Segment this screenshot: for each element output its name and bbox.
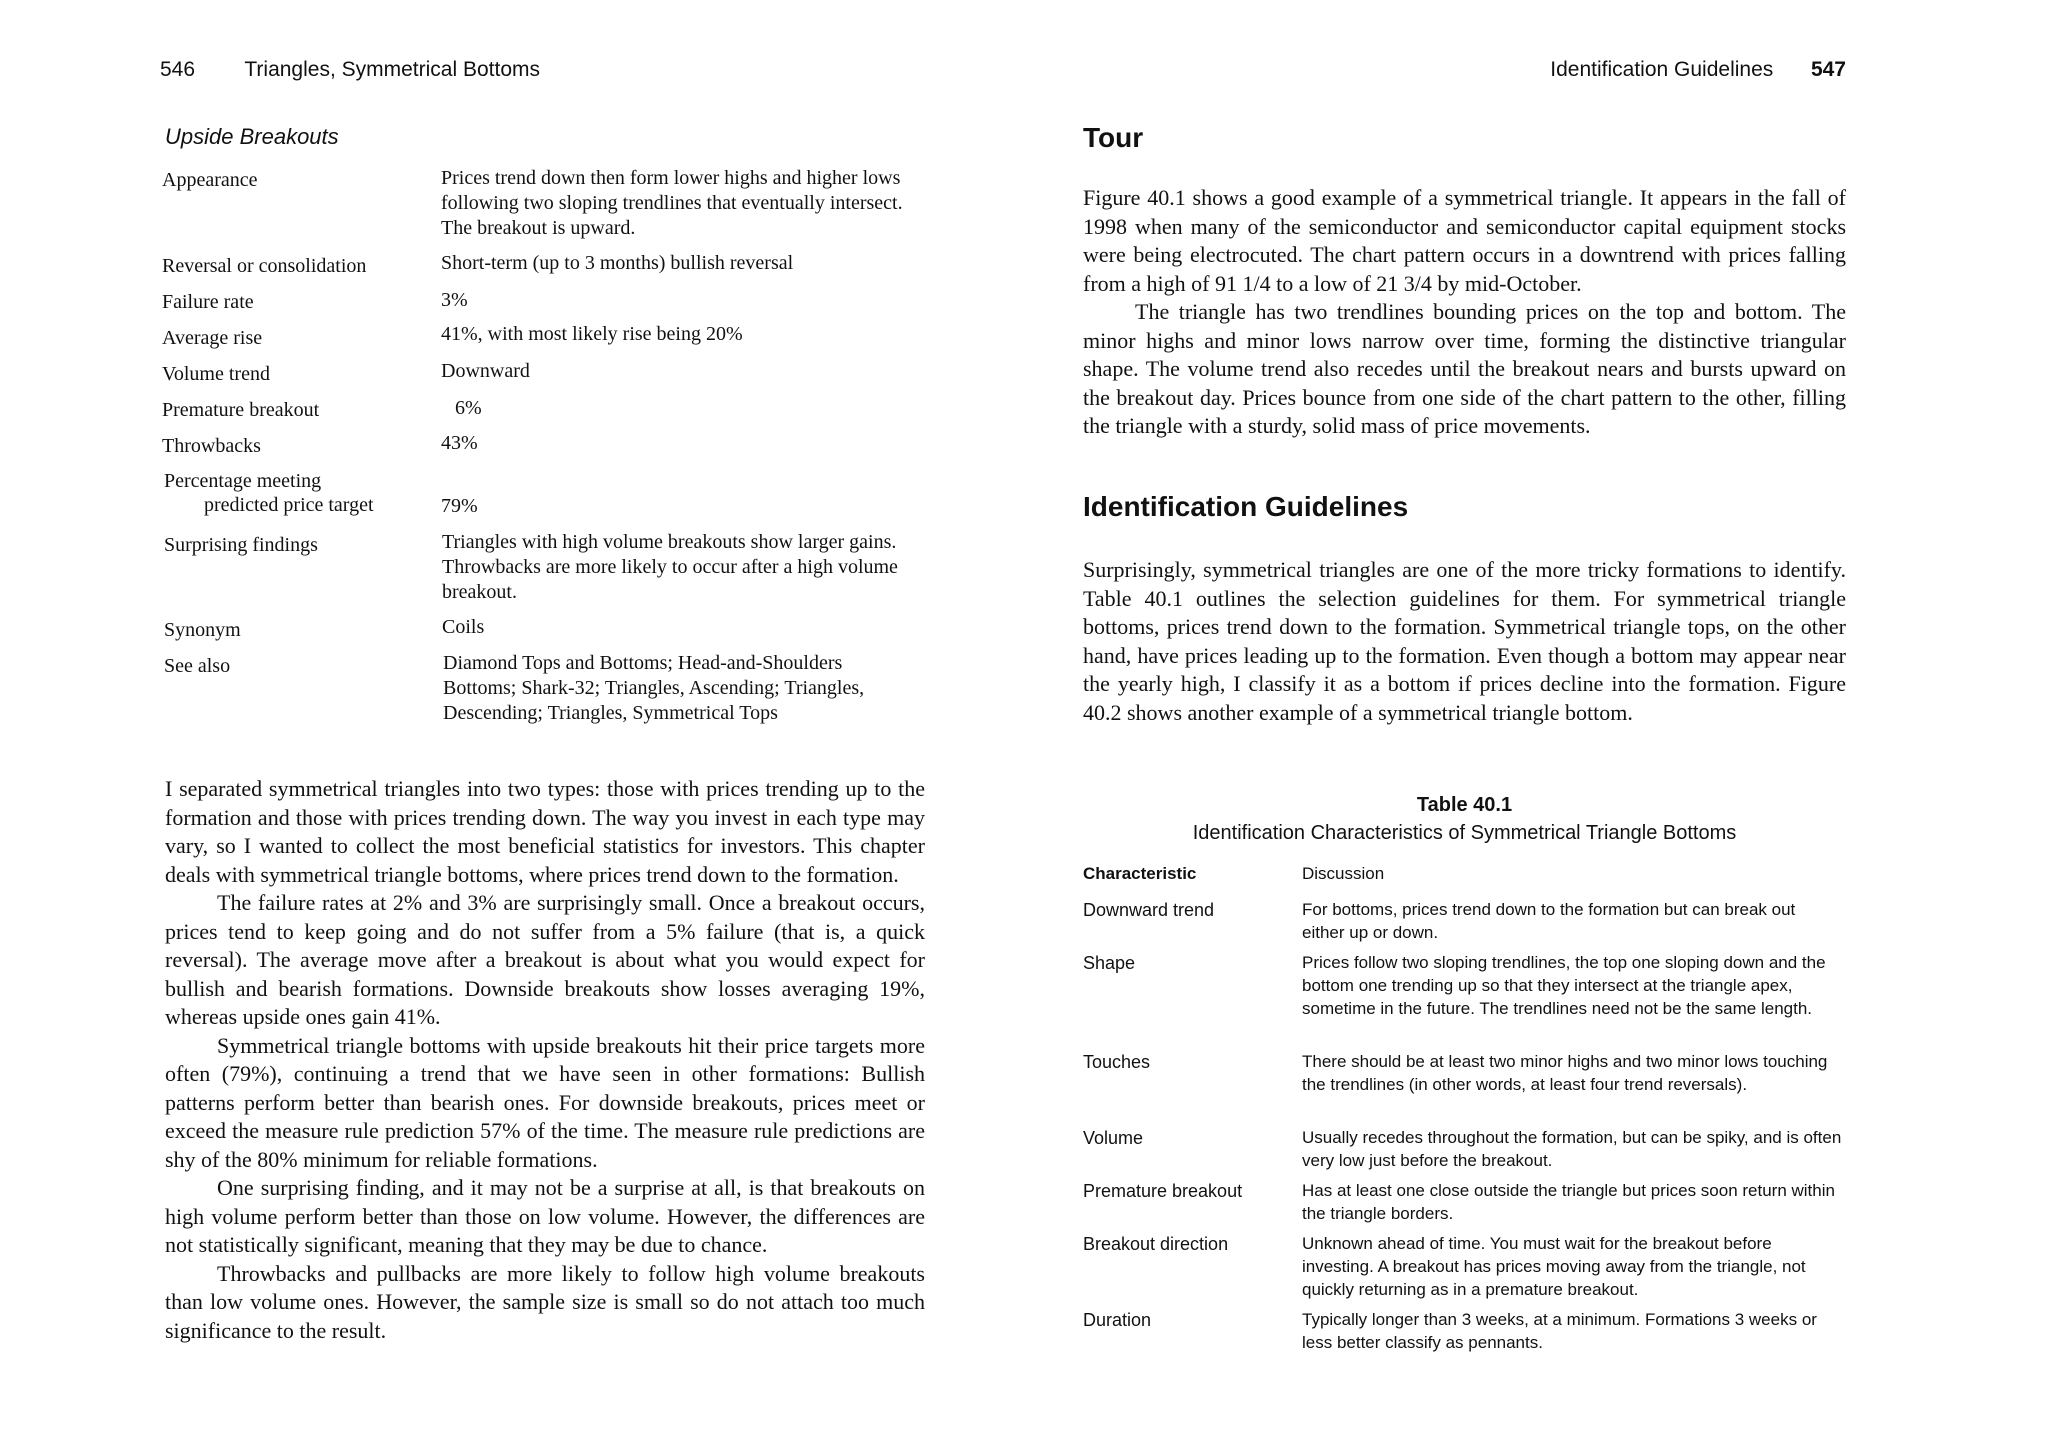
left-page-number: 546 xyxy=(160,58,196,81)
summary-label-see-also: See also xyxy=(164,655,231,677)
tour-paragraph-2: The triangle has two trendlines bounding prices on the top and bottom. The minor highs and minor lows narrow over time, forming the distinctive triangular shape. The volume trend also recedes until the breakout nears and bursts upward on the breakout day. Prices bounce from one side of the chart pattern to the other, filling the triangle with a sturdy, solid mass of price movements. xyxy=(1083,299,1846,438)
table-row-label: Shape xyxy=(1083,953,1136,973)
summary-value-average-rise: 41%, with most likely rise being 20% xyxy=(441,323,743,345)
summary-value-appearance: Prices trend down then form lower highs and higher lows following two sloping trendlines that eventually intersect. The breakout is upward. xyxy=(441,167,903,239)
table-row-label: Touches xyxy=(1083,1052,1151,1072)
left-running-title: Triangles, Symmetrical Bottoms xyxy=(244,58,540,81)
table-row-desc: Typically longer than 3 weeks, at a minimum. Formations 3 weeks or less better classify as pennants. xyxy=(1302,1310,1817,1352)
left-body xyxy=(165,775,925,1345)
table-row-desc: Prices follow two sloping trendlines, the top one sloping down and the bottom one trending up so that they intersect at the triangle apex, sometime in the future. The trendlines need not be the same length. xyxy=(1302,953,1826,1018)
left-paragraph-3: Symmetrical triangle bottoms with upside breakouts hit their price targets more often (79%), continuing a trend that we have seen in other formations: Bullish patterns perform better than bearish ones. For downside breakouts, prices meet or exceed the measure rule prediction 57% of the time. The measure rule predictions are shy of the 80% minimum for reliable formations. xyxy=(165,1032,925,1172)
summary-value-surprising-findings: Triangles with high volume breakouts show larger gains. Throwbacks are more likely to occur after a high volume breakout. xyxy=(442,531,898,603)
left-paragraph-2: The failure rates at 2% and 3% are surprisingly small. Once a breakout occurs, prices tend to keep going and do not suffer from a 5% failure (that is, a quick reversal). The average move after a breakout is about what you would expect for bullish and bearish formations. Downside breakouts show losses averaging 19%, whereas upside ones gain 41%. xyxy=(165,890,925,1029)
table-row-desc: Usually recedes throughout the formation, but can be spiky, and is often very low just before the breakout. xyxy=(1302,1128,1842,1170)
left-paragraph-4: One surprising finding, and it may not be a surprise at all, is that breakouts on high volume perform better than those on low volume. However, the differences are not statistically significant, meaning that they may be due to chance. xyxy=(165,1175,925,1257)
summary-value-volume-trend: Downward xyxy=(441,360,530,382)
table-label: Table 40.1 xyxy=(1416,794,1513,816)
summary-value-reversal: Short-term (up to 3 months) bullish reversal xyxy=(441,252,794,274)
summary-title: Upside Breakouts xyxy=(165,124,339,149)
summary-value-throwbacks: 43% xyxy=(441,432,478,454)
summary-value-see-also: Diamond Tops and Bottoms; Head-and-Shoulders Bottoms; Shark-32; Triangles, Ascending; Triangles, Descending; Triangles, Symmetrical Tops xyxy=(443,652,865,724)
table-row-desc: Unknown ahead of time. You must wait for the breakout before investing. A breakout has prices moving away from the triangle, not quickly returning as in a premature breakout. xyxy=(1302,1234,1806,1299)
summary-label-synonym: Synonym xyxy=(164,619,241,641)
summary-label-price-target-text: Percentage meeting predicted price target xyxy=(164,470,374,516)
right-page-number: 547 xyxy=(1810,58,1846,81)
tour-paragraph-1: Figure 40.1 shows a good example of a symmetrical triangle. It appears in the fall of 1998 when many of the semiconductor and semiconductor capital equipment stocks were being electrocuted. The chart pattern occurs in a downtrend with prices falling from a high of 91 1/4 to a low of 21 3/4 by mid-October. xyxy=(1083,185,1846,296)
summary-label-appearance: Appearance xyxy=(162,169,258,191)
left-paragraph-5: Throwbacks and pullbacks are more likely to follow high volume breakouts than low volume ones. However, the sample size is small so do not attach too much significance to the result. xyxy=(165,1260,925,1343)
identification-heading: Identification Guidelines xyxy=(1083,491,1409,522)
table-header-discussion: Discussion xyxy=(1302,864,1385,883)
summary-label-failure-rate: Failure rate xyxy=(162,291,254,313)
summary-value-price-target: 79% xyxy=(441,495,478,517)
table-header-characteristic: Characteristic xyxy=(1083,864,1197,883)
summary-label-throwbacks: Throwbacks xyxy=(162,435,261,457)
table-row-label: Duration xyxy=(1083,1310,1152,1330)
tour-body xyxy=(1083,184,1846,441)
summary-label-average-rise: Average rise xyxy=(162,327,263,349)
table-row-label: Downward trend xyxy=(1083,900,1215,920)
summary-value-failure-rate: 3% xyxy=(441,289,468,311)
summary-label-reversal: Reversal or consolidation xyxy=(162,255,367,277)
left-paragraph-1: I separated symmetrical triangles into two types: those with prices trending up to the formation and those with prices trending down. The way you invest in each type may vary, so I wanted to collect the most beneficial statistics for investors. This chapter deals with symmetrical triangle bottoms, where prices trend down to the formation. xyxy=(165,776,925,887)
table-row-desc: Has at least one close outside the triangle but prices soon return within the triangle borders. xyxy=(1302,1181,1835,1223)
tour-heading: Tour xyxy=(1083,122,1144,153)
right-running-title: Identification Guidelines xyxy=(1550,58,1774,81)
summary-label-surprising-findings: Surprising findings xyxy=(164,534,318,556)
table-row-desc: For bottoms, prices trend down to the formation but can break out either up or down. xyxy=(1302,900,1796,942)
left-page-header xyxy=(160,58,540,82)
identification-body xyxy=(1083,556,1846,727)
summary-value-premature-breakout: 6% xyxy=(455,397,482,419)
right-page-header xyxy=(1536,58,1846,82)
table-caption: Identification Characteristics of Symmetrical Triangle Bottoms xyxy=(1192,822,1737,844)
table-row-label: Breakout direction xyxy=(1083,1234,1229,1254)
summary-label-premature-breakout: Premature breakout xyxy=(162,399,320,421)
table-row-desc: There should be at least two minor highs and two minor lows touching the trendlines (in other words, at least four trend reversals). xyxy=(1302,1052,1828,1094)
identification-paragraph: Surprisingly, symmetrical triangles are one of the more tricky formations to identify. Table 40.1 outlines the selection guidelines for them. For symmetrical triangle bottoms, prices trend down to the formation. Symmetrical triangle tops, on the other hand, have prices leading up to the formation. Even though a bottom may appear near the yearly high, I classify it as a bottom if prices decline into the formation. Figure 40.2 shows another example of a symmetrical triangle bottom. xyxy=(1083,557,1846,725)
summary-value-synonym: Coils xyxy=(442,616,485,638)
table-row-label: Volume xyxy=(1083,1128,1144,1148)
summary-label-volume-trend: Volume trend xyxy=(162,363,270,385)
summary-label-price-target xyxy=(164,469,394,517)
table-row-label: Premature breakout xyxy=(1083,1181,1243,1201)
